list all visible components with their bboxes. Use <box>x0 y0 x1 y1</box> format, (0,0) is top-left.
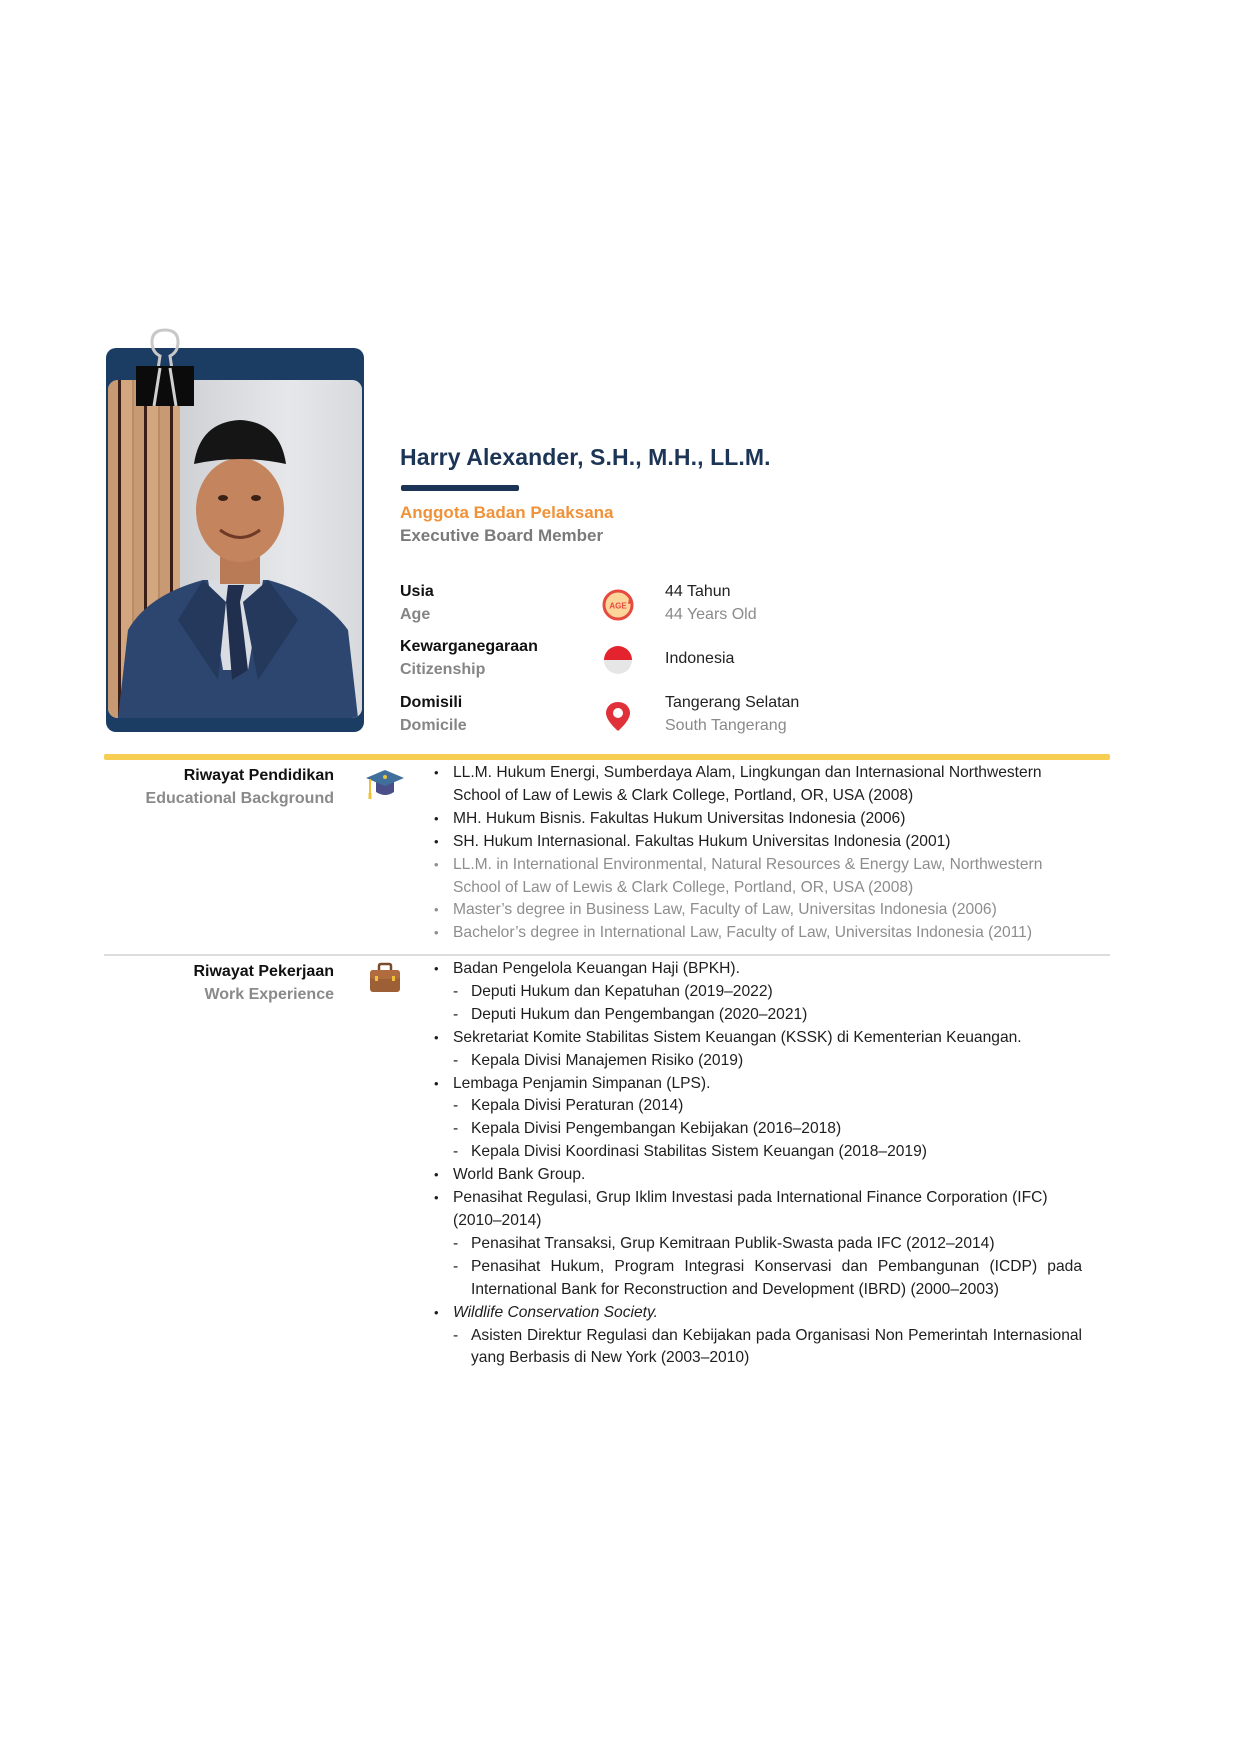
section-rule <box>104 754 1110 760</box>
list-subitem: - Asisten Direktur Regulasi dan Kebijakan pada Organisasi Non Pemerintah Internasional yang Berbasis di New York (2003–2010) <box>434 1325 1082 1371</box>
indonesia-flag-icon <box>602 644 634 676</box>
list-item: • MH. Hukum Bisnis. Fakultas Hukum Universitas Indonesia (2006) <box>434 808 1082 831</box>
role-english: Executive Board Member <box>400 526 604 545</box>
work-list <box>434 958 1082 1370</box>
list-item-en: • Master’s degree in Business Law, Faculty of Law, Universitas Indonesia (2006) <box>434 899 1082 922</box>
list-item: • Penasihat Regulasi, Grup Iklim Investasi pada International Finance Corporation (IFC) (2010–2014) <box>434 1187 1082 1233</box>
graduation-cap-icon <box>364 764 406 806</box>
education-label-en: Educational Background <box>145 790 334 807</box>
profile-photo <box>108 380 362 718</box>
list-subitem: - Kepala Divisi Pengembangan Kebijakan (2016–2018) <box>434 1118 1082 1141</box>
info-label: Usia <box>400 583 434 600</box>
profile-photo-card <box>104 326 368 736</box>
briefcase-icon <box>364 958 406 1000</box>
list-item: • Sekretariat Komite Stabilitas Sistem Keuangan (KSSK) di Kementerian Keuangan. <box>434 1027 1082 1050</box>
info-label: Kewarganegaraan <box>400 638 538 655</box>
list-item-en: • LL.M. in International Environmental, Natural Resources & Energy Law, Northwestern School of Law of Lewis & Clark College, Portland, OR, USA (2008) <box>434 854 1082 900</box>
info-label-en: Domicile <box>400 717 467 734</box>
list-item-italic-text: Wildlife Conservation Society. <box>453 1303 658 1321</box>
info-value-en: 44 Years Old <box>665 606 757 623</box>
info-label-en: Age <box>400 606 431 623</box>
role-indonesian: Anggota Badan Pelaksana <box>400 503 614 522</box>
location-pin-icon <box>602 700 634 732</box>
list-item: • Badan Pengelola Keuangan Haji (BPKH). <box>434 958 1082 981</box>
list-item: • LL.M. Hukum Energi, Sumberdaya Alam, Lingkungan dan Internasional Northwestern School of Law of Lewis & Clark College, Portland, OR, USA (2008) <box>434 762 1082 808</box>
person-illustration <box>108 380 362 718</box>
info-row-domicile <box>400 694 860 742</box>
education-heading <box>104 764 334 810</box>
svg-text:AGE: AGE <box>609 601 627 611</box>
info-value: Indonesia <box>665 650 735 667</box>
list-item: • World Bank Group. <box>434 1164 1082 1187</box>
education-label: Riwayat Pendidikan <box>183 767 334 784</box>
info-label: Domisili <box>400 694 463 711</box>
list-subitem: - Kepala Divisi Koordinasi Stabilitas Sistem Keuangan (2018–2019) <box>434 1141 1082 1164</box>
list-subitem: - Kepala Divisi Peraturan (2014) <box>434 1095 1082 1118</box>
work-label: Riwayat Pekerjaan <box>193 963 334 980</box>
list-subitem: - Penasihat Transaksi, Grup Kemitraan Publik-Swasta pada IFC (2012–2014) <box>434 1233 1082 1256</box>
profile-name: Harry Alexander, S.H., M.H., LL.M. <box>400 444 771 470</box>
education-list <box>434 762 1082 945</box>
list-item: • SH. Hukum Internasional. Fakultas Hukum Universitas Indonesia (2001) <box>434 831 1082 854</box>
binder-clip-icon <box>132 326 198 410</box>
age-icon <box>602 589 634 621</box>
info-value-en: South Tangerang <box>665 717 787 734</box>
info-value: Tangerang Selatan <box>665 694 800 711</box>
list-subitem: - Penasihat Hukum, Program Integrasi Konservasi dan Pembangunan (ICDP) pada International Bank for Reconstruction and Development (IBRD) (2000–2003) <box>434 1256 1082 1302</box>
list-subitem: - Deputi Hukum dan Kepatuhan (2019–2022) <box>434 981 1082 1004</box>
list-item-en: • Bachelor’s degree in International Law, Faculty of Law, Universitas Indonesia (2011) <box>434 922 1082 945</box>
section-divider <box>104 954 1110 956</box>
info-label-en: Citizenship <box>400 661 486 678</box>
list-item: • Lembaga Penjamin Simpanan (LPS). <box>434 1073 1082 1096</box>
list-item <box>434 1302 1082 1325</box>
info-row-citizenship <box>400 638 860 686</box>
name-underline <box>401 485 519 491</box>
info-row-age <box>400 583 860 631</box>
list-subitem: - Kepala Divisi Manajemen Risiko (2019) <box>434 1050 1082 1073</box>
info-value: 44 Tahun <box>665 583 731 600</box>
work-label-en: Work Experience <box>204 986 334 1003</box>
list-subitem: - Deputi Hukum dan Pengembangan (2020–2021) <box>434 1004 1082 1027</box>
work-heading <box>104 960 334 1006</box>
